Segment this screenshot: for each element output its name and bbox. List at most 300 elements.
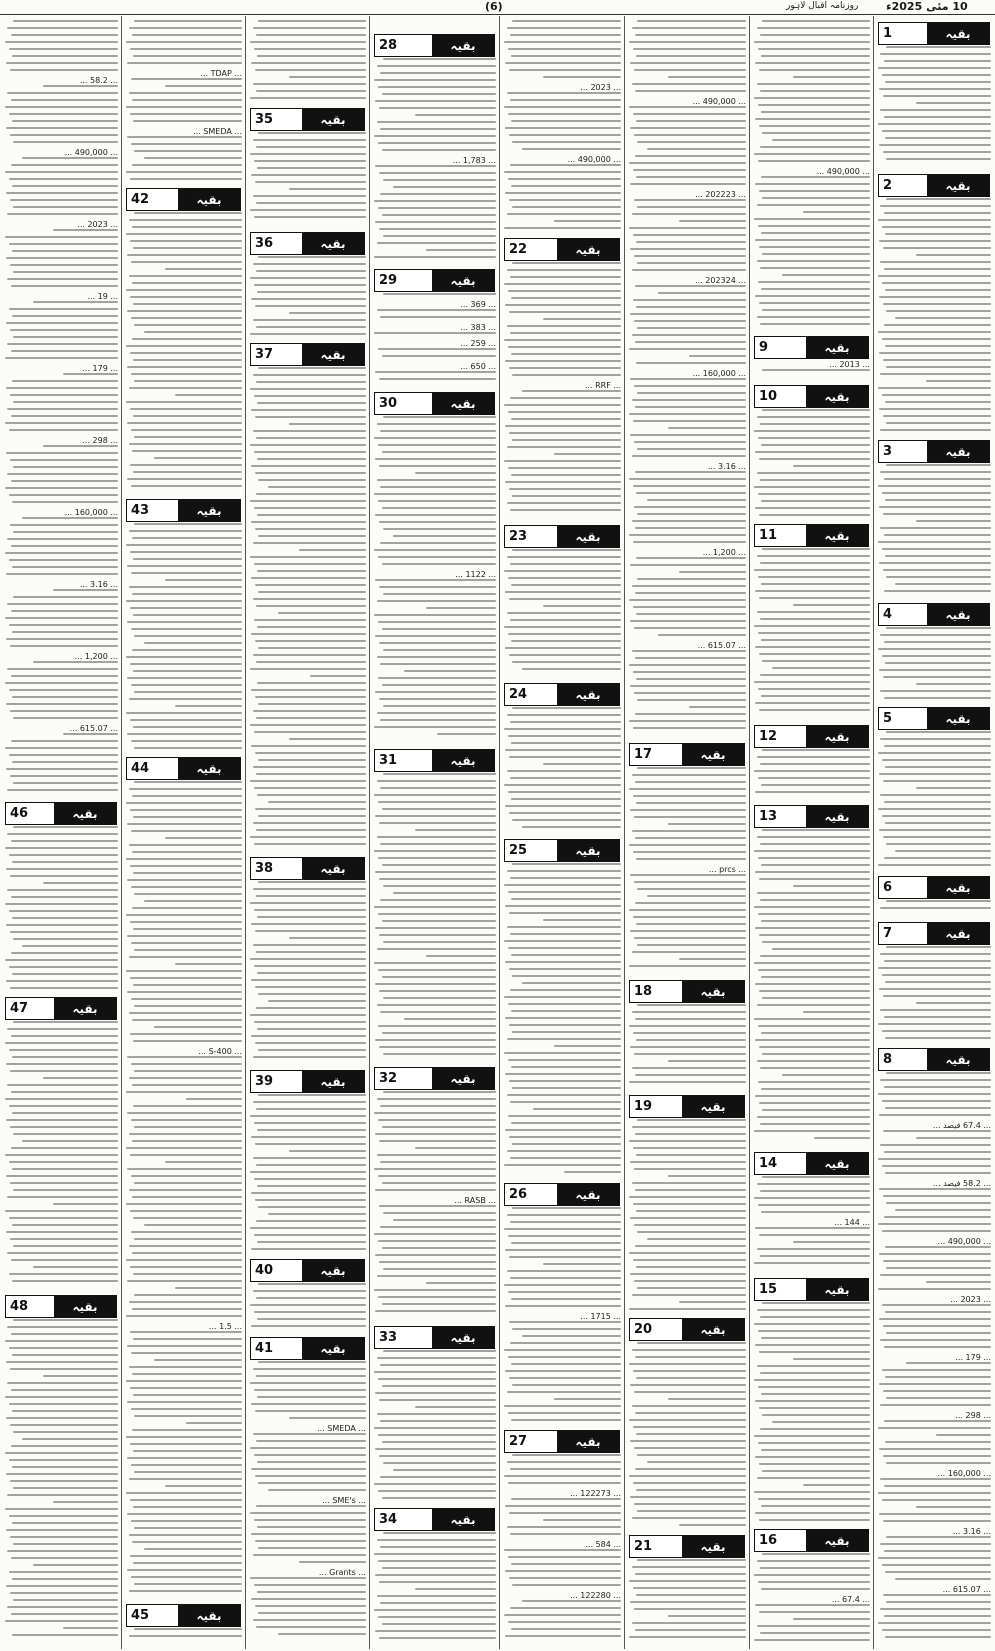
text-line <box>250 153 366 155</box>
text-line <box>299 1561 366 1563</box>
text-line <box>375 1133 496 1135</box>
text-line <box>505 62 621 64</box>
text-line <box>415 1406 496 1408</box>
text-line <box>126 656 242 658</box>
continued-box-14 <box>754 1152 869 1175</box>
text-line <box>760 267 870 269</box>
text-line <box>144 331 242 333</box>
text-line <box>754 1323 870 1325</box>
text-line <box>633 420 746 422</box>
column-5 <box>371 16 498 1649</box>
text-line <box>268 1213 366 1215</box>
text-line <box>505 1017 621 1019</box>
text-line <box>882 394 991 396</box>
text-line <box>132 282 242 284</box>
text-line <box>878 752 991 754</box>
page-header <box>0 0 995 15</box>
text-line <box>255 1199 366 1201</box>
text-line <box>378 1378 496 1380</box>
text-line <box>255 69 366 71</box>
text-line <box>131 143 242 145</box>
continued-box-32 <box>374 1067 495 1090</box>
text-line <box>7 1196 118 1198</box>
text-line <box>379 878 496 880</box>
column-rule <box>499 16 500 1649</box>
text-line <box>504 626 621 628</box>
text-line <box>762 1176 870 1178</box>
text-line <box>129 219 242 221</box>
text-line <box>629 106 746 108</box>
text-line <box>637 699 746 701</box>
text-line <box>7 1382 118 1384</box>
text-line <box>758 1204 870 1206</box>
article-text <box>753 409 870 521</box>
text-line <box>508 1003 621 1005</box>
text-line <box>630 564 746 566</box>
text-line <box>10 329 118 331</box>
article-text <box>628 767 746 977</box>
column-6 <box>247 16 368 1649</box>
text-line <box>668 823 746 825</box>
text-line <box>251 174 366 176</box>
text-line <box>511 798 621 800</box>
text-line <box>757 1625 870 1627</box>
text-line <box>629 1580 746 1582</box>
continued-box-7 <box>878 922 990 945</box>
text-line <box>629 720 746 722</box>
text-line <box>754 625 870 627</box>
article-text <box>628 1004 746 1092</box>
text-line <box>5 357 118 359</box>
text-line <box>379 465 496 467</box>
figure: 490,000 <box>826 167 860 176</box>
figure: 259 <box>470 339 486 348</box>
text-line <box>258 1612 366 1614</box>
continued-box-38 <box>250 857 365 880</box>
text-line <box>129 27 242 29</box>
text-line <box>632 213 746 215</box>
text-line <box>629 1475 746 1477</box>
text-line <box>754 962 870 964</box>
text-line <box>289 1150 366 1152</box>
text-line <box>175 394 242 396</box>
text-line <box>379 228 496 230</box>
text-line <box>132 795 242 797</box>
text-line <box>9 1403 118 1405</box>
text-line <box>504 171 621 173</box>
figure-line: ... 490,000 ... <box>937 1237 991 1246</box>
continued-box-37 <box>250 343 365 366</box>
text-line <box>510 1533 621 1535</box>
figure: RASB <box>464 1196 486 1205</box>
article-text <box>373 416 496 746</box>
text-line <box>374 1233 496 1235</box>
text-line <box>509 1512 621 1514</box>
text-line <box>760 763 870 765</box>
text-line <box>636 802 746 804</box>
text-line <box>634 1053 746 1055</box>
text-line <box>882 1369 991 1371</box>
text-line <box>378 677 496 679</box>
text-line <box>126 289 242 291</box>
text-line <box>511 1628 621 1630</box>
text-line <box>378 207 496 209</box>
text-line <box>130 240 242 242</box>
continued-label: بقیہ <box>432 1068 494 1089</box>
text-line <box>793 76 870 78</box>
continued-number: 9 <box>759 340 769 355</box>
continued-label: بقیہ <box>557 840 619 861</box>
text-line <box>6 768 118 770</box>
continued-number: 4 <box>883 607 893 622</box>
text-line <box>885 137 991 139</box>
text-line <box>879 1448 991 1450</box>
text-line <box>760 1632 870 1634</box>
text-line <box>758 1025 870 1027</box>
text-line <box>884 1016 991 1018</box>
continued-number: 15 <box>759 1282 778 1297</box>
continued-number: 48 <box>10 1299 29 1314</box>
text-line <box>884 116 991 118</box>
text-line <box>257 1185 366 1187</box>
text-line <box>256 661 366 663</box>
continued-number: 14 <box>759 1156 778 1171</box>
text-line <box>880 1608 991 1610</box>
text-line <box>133 303 242 305</box>
text-line <box>127 879 242 881</box>
text-line <box>757 260 870 262</box>
text-line <box>757 892 870 894</box>
text-line <box>761 1337 870 1339</box>
text-line <box>505 591 621 593</box>
article-text <box>503 20 621 235</box>
text-line <box>257 916 366 918</box>
text-line <box>126 600 242 602</box>
text-line <box>253 654 366 656</box>
text-line <box>10 1070 118 1072</box>
text-line <box>382 1623 496 1625</box>
text-line <box>131 1576 242 1578</box>
article-text <box>628 1342 746 1532</box>
text-line <box>251 1035 366 1037</box>
text-line <box>130 663 242 665</box>
text-line <box>377 780 496 782</box>
text-line <box>882 815 991 817</box>
text-line <box>757 83 870 85</box>
text-line <box>509 311 621 313</box>
text-line <box>378 621 496 623</box>
text-line <box>505 1073 621 1075</box>
text-line <box>250 1512 366 1514</box>
text-line <box>511 185 621 187</box>
text-line <box>879 1318 991 1320</box>
text-line <box>508 178 621 180</box>
continued-label: بقیہ <box>557 239 619 260</box>
text-line <box>755 183 870 185</box>
text-line <box>630 1046 746 1048</box>
text-line <box>250 209 366 211</box>
text-line <box>689 355 746 357</box>
text-line <box>879 988 991 990</box>
text-line <box>129 1189 242 1191</box>
text-line <box>884 745 991 747</box>
text-line <box>144 1224 242 1226</box>
text-line <box>635 34 746 36</box>
text-line <box>511 1563 621 1565</box>
text-line <box>375 635 496 637</box>
text-line <box>885 499 991 501</box>
continued-label: بقیہ <box>302 1338 364 1359</box>
text-line <box>508 1356 621 1358</box>
continued-box-13 <box>754 805 869 828</box>
column-4 <box>501 16 623 1649</box>
text-line <box>378 801 496 803</box>
text-line <box>10 1592 118 1594</box>
text-line <box>632 951 746 953</box>
text-line <box>380 193 496 195</box>
text-line <box>878 1288 991 1290</box>
continued-number: 30 <box>379 396 398 411</box>
text-line <box>629 534 746 536</box>
text-line <box>885 233 991 235</box>
text-line <box>564 1171 621 1173</box>
text-line <box>374 79 496 81</box>
text-line <box>632 1126 746 1128</box>
text-line <box>886 946 991 948</box>
text-line <box>637 1510 746 1512</box>
text-line <box>9 429 118 431</box>
text-line <box>415 829 496 831</box>
text-line <box>12 631 118 633</box>
text-line <box>629 844 746 846</box>
text-line <box>879 296 991 298</box>
text-line <box>757 1183 870 1185</box>
text-line <box>126 1259 242 1261</box>
text-line <box>512 1328 621 1330</box>
text-line <box>543 763 621 765</box>
text-line <box>755 118 870 120</box>
figure: 1,783 <box>462 156 486 165</box>
text-line <box>635 471 746 473</box>
text-line <box>251 409 366 411</box>
text-line <box>133 1273 242 1275</box>
text-line <box>130 352 242 354</box>
text-line <box>5 1396 118 1398</box>
text-line <box>11 164 118 166</box>
text-line <box>251 521 366 523</box>
text-line <box>257 167 366 169</box>
text-line <box>633 1032 746 1034</box>
text-line <box>883 676 991 678</box>
article-text <box>628 20 746 740</box>
text-line <box>760 1372 870 1374</box>
text-line <box>636 120 746 122</box>
text-line <box>131 998 242 1000</box>
text-line <box>762 1053 870 1055</box>
text-line <box>133 1105 242 1107</box>
text-line <box>377 1098 496 1100</box>
text-line <box>761 1032 870 1034</box>
text-line <box>793 1241 870 1243</box>
text-line <box>254 1519 366 1521</box>
text-line <box>12 566 118 568</box>
text-line <box>53 1203 118 1205</box>
text-line <box>253 1619 366 1621</box>
text-line <box>504 1614 621 1616</box>
text-line <box>383 1462 496 1464</box>
text-line <box>885 1246 991 1248</box>
figure-line: ... RASB ... <box>454 1196 496 1205</box>
text-line <box>637 944 746 946</box>
text-line <box>134 1070 242 1072</box>
text-line <box>886 464 991 466</box>
text-line <box>504 996 621 998</box>
text-line <box>507 92 621 94</box>
text-line <box>43 85 118 87</box>
text-line <box>757 316 870 318</box>
text-line <box>510 397 621 399</box>
text-line <box>131 429 242 431</box>
text-line <box>5 106 118 108</box>
figure: 160,000 <box>702 369 736 378</box>
text-line <box>630 620 746 622</box>
text-line <box>772 667 870 669</box>
text-line <box>127 1513 242 1515</box>
text-line <box>634 881 746 883</box>
figure-line: ... 1715 ... <box>580 1312 621 1321</box>
text-line <box>916 683 991 685</box>
continued-box-41 <box>250 1337 365 1360</box>
text-line <box>755 295 870 297</box>
figure: 383 <box>470 323 486 332</box>
text-line <box>879 1188 991 1190</box>
text-line <box>258 367 366 369</box>
text-line <box>505 961 621 963</box>
figure: 490,000 <box>74 148 108 157</box>
text-line <box>377 600 496 602</box>
text-line <box>186 1098 242 1100</box>
text-line <box>255 416 366 418</box>
text-line <box>129 1301 242 1303</box>
text-line <box>880 1144 991 1146</box>
text-line <box>383 179 496 181</box>
text-line <box>895 850 991 852</box>
text-line <box>375 691 496 693</box>
text-line <box>635 657 746 659</box>
text-line <box>758 104 870 106</box>
text-line <box>132 1308 242 1310</box>
text-line <box>379 1261 496 1263</box>
continued-label: بقیہ <box>432 270 494 291</box>
text-line <box>632 334 746 336</box>
text-line <box>878 1023 991 1025</box>
text-line <box>9 1105 118 1107</box>
text-line <box>9 624 118 626</box>
text-line <box>379 1637 496 1639</box>
text-line <box>377 1539 496 1541</box>
article-text <box>503 863 621 1180</box>
text-line <box>255 528 366 530</box>
text-line <box>630 809 746 811</box>
text-line <box>256 437 366 439</box>
text-line <box>757 472 870 474</box>
text-line <box>132 1084 242 1086</box>
text-line <box>134 1527 242 1529</box>
text-line <box>637 1287 746 1289</box>
text-line <box>289 738 366 740</box>
text-line <box>508 735 621 737</box>
text-line <box>134 1471 242 1473</box>
text-line <box>377 309 496 311</box>
text-line <box>251 577 366 579</box>
text-line <box>883 780 991 782</box>
text-line <box>375 927 496 929</box>
text-line <box>250 902 366 904</box>
text-line <box>133 558 242 560</box>
article-text <box>753 1176 870 1275</box>
text-line <box>134 1294 242 1296</box>
text-line <box>380 787 496 789</box>
text-line <box>383 885 496 887</box>
text-line <box>10 1182 118 1184</box>
text-line <box>7 27 118 29</box>
text-line <box>11 545 118 547</box>
text-line <box>132 338 242 340</box>
figure-line: ... 160,000 ... <box>692 369 746 378</box>
text-line <box>630 248 746 250</box>
text-line <box>507 1391 621 1393</box>
text-line <box>511 120 621 122</box>
text-line <box>755 702 870 704</box>
text-line <box>758 1386 870 1388</box>
text-line <box>380 1476 496 1478</box>
text-line <box>636 1594 746 1596</box>
text-line <box>134 949 242 951</box>
text-line <box>13 1599 118 1601</box>
text-line <box>630 62 746 64</box>
text-line <box>634 1503 746 1505</box>
text-line <box>383 1053 496 1055</box>
text-line <box>374 493 496 495</box>
text-line <box>630 1440 746 1442</box>
text-line <box>257 1028 366 1030</box>
figure-line: ... SME's ... <box>322 1496 366 1505</box>
text-line <box>154 1026 242 1028</box>
text-line <box>629 1308 746 1310</box>
text-line <box>761 976 870 978</box>
text-line <box>522 1335 621 1337</box>
text-line <box>882 226 991 228</box>
text-line <box>879 1383 991 1385</box>
text-line <box>634 692 746 694</box>
text-line <box>43 445 118 447</box>
text-line <box>885 981 991 983</box>
text-line <box>509 1377 621 1379</box>
text-line <box>7 603 118 605</box>
continued-number: 40 <box>255 1263 274 1278</box>
text-line <box>880 109 991 111</box>
text-line <box>6 322 118 324</box>
text-line <box>511 1010 621 1012</box>
text-line <box>754 486 870 488</box>
text-line <box>884 1216 991 1218</box>
text-line <box>510 1101 621 1103</box>
text-line <box>511 1363 621 1365</box>
text-line <box>126 1091 242 1093</box>
text-line <box>637 513 746 515</box>
text-line <box>754 850 870 852</box>
text-line <box>130 1499 242 1501</box>
